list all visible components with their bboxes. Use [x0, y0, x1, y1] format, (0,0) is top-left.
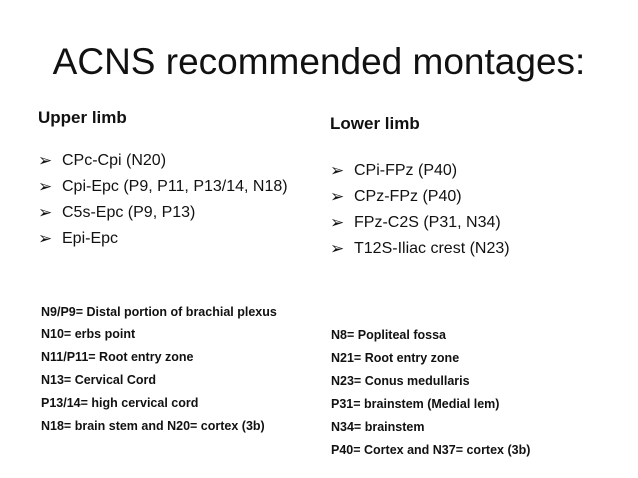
note-item: P13/14= high cervical cord	[41, 396, 199, 410]
lower-limb-notes	[331, 327, 621, 465]
montage-label: CPz-FPz (P40)	[354, 188, 462, 205]
montage-label: T12S-Iliac crest (N23)	[354, 240, 510, 257]
note-item: N10= erbs point	[41, 327, 136, 341]
arrow-bullet-icon: ➢	[38, 151, 53, 170]
note-item: N34= brainstem	[331, 420, 425, 434]
note-item: N13= Cervical Cord	[41, 373, 156, 387]
arrow-bullet-icon: ➢	[330, 239, 345, 258]
list-item	[38, 149, 308, 172]
upper-limb-notes	[41, 304, 303, 441]
arrow-bullet-icon: ➢	[330, 187, 345, 206]
note-item: N21= Root entry zone	[331, 351, 460, 365]
slide-title: ACNS recommended montages:	[52, 41, 586, 82]
note-item: N9/P9= Distal portion of brachial plexus	[41, 305, 277, 319]
montage-label: FPz-C2S (P31, N34)	[354, 214, 501, 231]
arrow-bullet-icon: ➢	[330, 213, 345, 232]
note-item: N8= Popliteal fossa	[331, 328, 446, 342]
note-item: N18= brain stem and N20= cortex (3b)	[41, 419, 265, 433]
arrow-bullet-icon: ➢	[38, 229, 53, 248]
note-item: N11/P11= Root entry zone	[41, 350, 194, 364]
montage-label: Epi-Epc	[62, 230, 119, 247]
list-item	[330, 237, 630, 260]
upper-limb-heading: Upper limb	[38, 108, 127, 127]
upper-limb-column	[38, 106, 308, 433]
lower-limb-heading: Lower limb	[330, 114, 420, 133]
arrow-bullet-icon: ➢	[330, 161, 345, 180]
arrow-bullet-icon: ➢	[38, 177, 53, 196]
list-item	[330, 185, 630, 208]
montage-label: C5s-Epc (P9, P13)	[62, 204, 196, 221]
note-item: P31= brainstem (Medial lem)	[331, 397, 500, 411]
montage-label: Cpi-Epc (P9, P11, P13/14, N18)	[62, 178, 288, 195]
list-item	[330, 211, 630, 234]
note-item: P40= Cortex and N37= cortex (3b)	[331, 443, 531, 457]
list-item	[38, 201, 308, 224]
montage-label: CPi-FPz (P40)	[354, 162, 458, 179]
note-item: N23= Conus medullaris	[331, 374, 470, 388]
list-item	[38, 175, 308, 198]
lower-limb-montage-list	[330, 159, 630, 260]
lower-limb-column	[330, 112, 630, 457]
list-item	[38, 227, 308, 250]
montage-label: CPc-Cpi (N20)	[62, 152, 167, 169]
list-item	[330, 159, 630, 182]
upper-limb-montage-list	[38, 149, 308, 250]
arrow-bullet-icon: ➢	[38, 203, 53, 222]
